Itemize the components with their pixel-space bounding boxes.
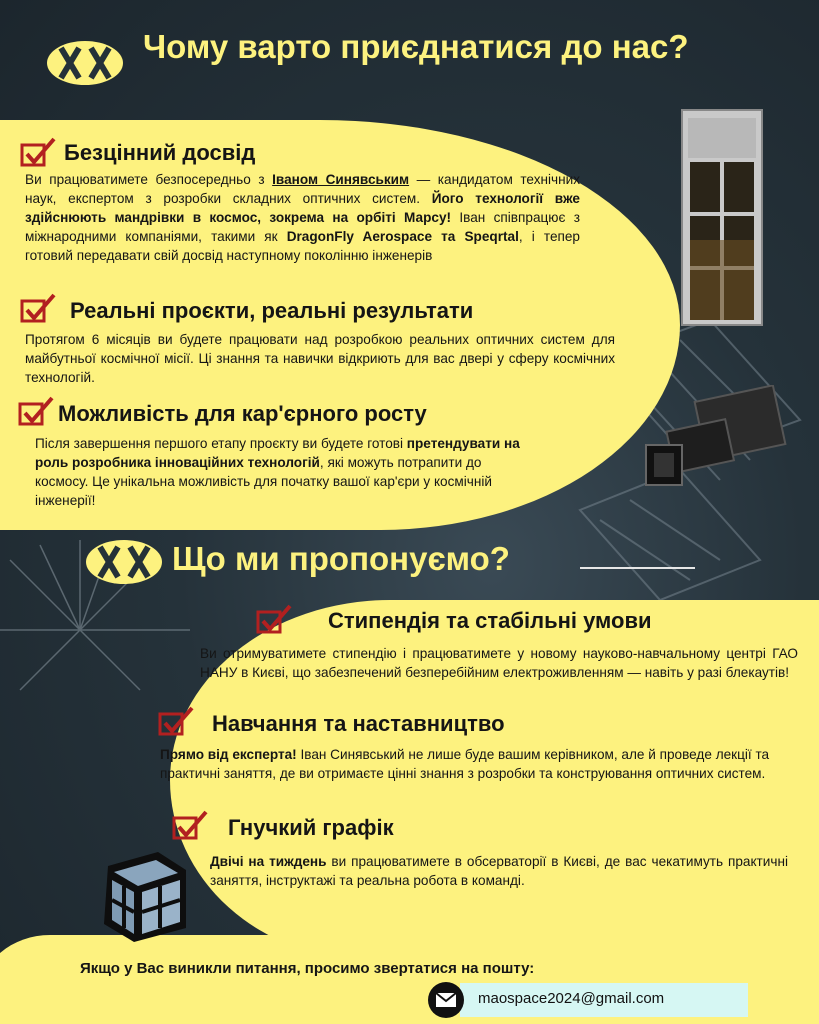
cube-icon: [98, 848, 190, 944]
offer-heading: Гнучкий графік: [228, 815, 394, 840]
checkmark-icon: [158, 706, 194, 738]
item-heading: Безцінний досвід: [64, 140, 256, 165]
item-heading: Можливість для кар'єрного росту: [58, 401, 427, 426]
logo-icon: [45, 38, 125, 88]
offer-text: Ви отримуватимете стипендію і працюватимете у новому науково-навчальному центрі ГАО НАНУ в Києві, що забезпечений безперебійним електроживленням — навіть у разі блекаутів!: [200, 646, 798, 680]
envelope-icon: [428, 982, 464, 1018]
offer-heading: Навчання та наставництво: [212, 711, 505, 736]
item-text: Ви працюватимете безпосередньо з Іваном Синявським — кандидатом технічних наук, експертом з розробки складних оптичних систем. Його технології вже здійснюють мандрівки в космос, зокрема на орбіті Марсу! Іван співпрацює з міжнародними компаніями, такими як DragonFly Aerospace та Speqrtal, і тепер готовий передавати свій досвід наступному поколінню інженерів: [25, 172, 580, 263]
checkmark-icon: [256, 604, 292, 636]
logo-icon: [84, 537, 164, 587]
email-link[interactable]: maospace2024@gmail.com: [478, 990, 665, 1007]
checkmark-icon: [172, 810, 208, 842]
checkmark-icon: [20, 137, 56, 169]
camera-module-image: [640, 385, 800, 495]
offer-text: Прямо від експерта! Іван Синявський не лише буде вашим керівником, але й проведе лекції та практичні заняття, де ви отримаєте цінні знання з розробки та конструювання оптичних систем.: [160, 747, 770, 781]
section1-title: Чому варто приєднатися до нас?: [143, 28, 689, 65]
cubesat-image: [676, 100, 768, 335]
offer-text: Двічі на тиждень ви працюватимете в обсерваторії в Києві, де вас чекатимуть практичні заняття, інструктажі та реальна робота в команді.: [210, 854, 788, 888]
contact-question: Якщо у Вас виникли питання, просимо звертатися на пошту:: [80, 960, 535, 977]
offer-heading: Стипендія та стабільні умови: [328, 608, 652, 633]
checkmark-icon: [20, 293, 56, 325]
section2-title: Що ми пропонуємо?: [172, 540, 510, 577]
expert-name: Іваном Синявським: [272, 172, 410, 187]
divider-line: [580, 567, 695, 569]
item-heading: Реальні проєкти, реальні результати: [70, 298, 474, 323]
checkmark-icon: [18, 396, 54, 428]
item-text: Після завершення першого етапу проєкту ви будете готові претендувати на роль розробника інноваційних технологій, які можуть потрапити до космосу. Це унікальна можливість для початку вашої кар'єри у космічній інженерії!: [35, 436, 520, 508]
item-text: Протягом 6 місяців ви будете працювати над розробкою реальних оптичних систем для майбутньої космічної місії. Ці знання та навички відкриють для вас двері у сферу космічних технологій.: [25, 332, 615, 385]
